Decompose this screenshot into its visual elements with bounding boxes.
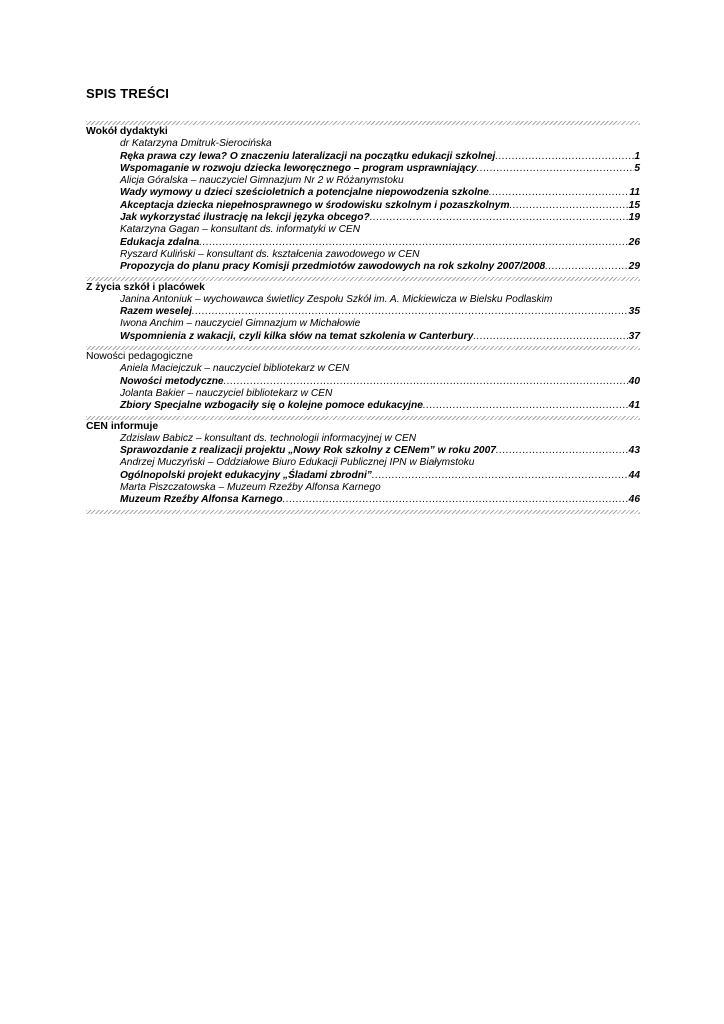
page-title: SPIS TREŚCI (86, 86, 170, 101)
entry-author: Alicja Góralska – nauczyciel Gimnazjum Nr 2 w Różanymstoku (120, 175, 404, 187)
entry-title: Razem weselej (120, 306, 192, 318)
toc-section (86, 350, 640, 415)
entry-page-number: 19 (628, 212, 640, 224)
toc-entry[interactable] (120, 331, 640, 343)
dot-leader (199, 237, 628, 249)
entry-page-number: 35 (628, 306, 640, 318)
dot-leader (224, 376, 629, 388)
entry-title: Wspomaganie w rozwoju dziecka leworęcznego – program usprawniający (120, 162, 477, 174)
entry-title: Jak wykorzystać ilustrację na lekcji języka obcego? (120, 212, 370, 224)
toc-entry[interactable] (120, 187, 640, 199)
dot-leader (496, 445, 629, 457)
entry-title: Muzeum Rzeźby Alfonsa Karnego (120, 494, 283, 506)
entry-author: Janina Antoniuk – wychowawca świetlicy Zespołu Szkół im. A. Mickiewicza w Bielsku Podlaskim (120, 293, 553, 305)
entry-page-number: 46 (628, 494, 640, 506)
dot-leader (489, 187, 630, 199)
entry-title: Nowości metodyczne (120, 375, 224, 387)
dot-leader (477, 163, 635, 175)
toc-section (86, 125, 640, 277)
entry-page-number: 43 (628, 445, 640, 457)
entry-author: Aniela Maciejczuk – nauczyciel bibliotekarz w CEN (120, 363, 350, 375)
toc-entry[interactable] (120, 237, 640, 249)
dot-leader (510, 200, 629, 212)
entry-page-number: 1 (634, 150, 640, 162)
section-heading: Nowości pedagogiczne (86, 351, 193, 363)
toc-entry[interactable] (120, 261, 640, 273)
toc-entry[interactable] (120, 445, 640, 457)
entry-title: Akceptacja dziecka niepełnosprawnego w środowisku szkolnym i pozaszkolnym (120, 199, 510, 211)
entry-author: Iwona Anchim – nauczyciel Gimnazjum w Michałowie (120, 318, 361, 330)
entry-title: Edukacja zdalna (120, 236, 200, 248)
toc-entry[interactable] (120, 212, 640, 224)
entry-author: Jolanta Bakier – nauczyciel bibliotekarz w CEN (120, 387, 333, 399)
entry-author: Ryszard Kuliński – konsultant ds. kształcenia zawodowego w CEN (120, 248, 420, 260)
entry-author: Zdzisław Babicz – konsultant ds. technologii informacyjnej w CEN (120, 432, 417, 444)
entry-page-number: 5 (634, 162, 640, 174)
entry-page-number: 26 (628, 236, 640, 248)
dot-leader (423, 400, 629, 412)
entry-title: Propozycja do planu pracy Komisji przedmiotów zawodowych na rok szkolny 2007/2008 (120, 261, 546, 273)
toc-entry[interactable] (120, 306, 640, 318)
toc-entry[interactable] (120, 200, 640, 212)
entry-author: Andrzej Muczyński – Oddziałowe Biuro Edukacji Publicznej IPN w Białymstoku (120, 457, 475, 469)
entry-page-number: 41 (628, 400, 640, 412)
dot-leader (192, 306, 629, 318)
entry-title: Wady wymowy u dzieci sześcioletnich a potencjalne niepowodzenia szkolne (120, 187, 489, 199)
entry-author: dr Katarzyna Dmitruk-Sierocińska (120, 138, 272, 150)
section-heading: Wokół dydaktyki (86, 126, 168, 137)
entry-title: Wspomnienia z wakacji, czyli kilka słów na temat szkolenia w Canterbury (120, 330, 474, 342)
toc-entry[interactable] (120, 400, 640, 412)
entry-page-number: 29 (628, 261, 640, 273)
dot-leader (473, 331, 628, 343)
toc-entry[interactable] (120, 470, 640, 482)
entry-title: Ręka prawa czy lewa? O znaczeniu lateralizacji na początku edukacji szkolnej (120, 150, 496, 162)
dot-leader (370, 212, 629, 224)
entry-author: Marta Piszczatowska – Muzeum Rzeźby Alfonsa Karnego (120, 482, 381, 494)
entry-page-number: 15 (628, 199, 640, 211)
section-heading: Z życia szkół i placówek (86, 281, 205, 293)
entry-author: Katarzyna Gagan – konsultant ds. informatyki w CEN (120, 224, 361, 236)
toc-entry[interactable] (120, 151, 640, 163)
entry-title: Sprawozdanie z realizacji projektu „Nowy Rok szkolny z CENem” w roku 2007 (120, 445, 496, 457)
dot-leader (283, 494, 629, 506)
entry-page-number: 44 (628, 469, 640, 481)
toc-sections (86, 121, 640, 514)
dot-leader (495, 151, 634, 163)
entry-page-number: 11 (629, 187, 640, 199)
toc-entry[interactable] (120, 376, 640, 388)
section-heading: CEN informuje (86, 420, 159, 432)
entry-title: Zbiory Specjalne wzbogaciły się o kolejne pomoce edukacyjne (120, 400, 423, 412)
entry-title: Ogólnopolski projekt edukacyjny „Śladami zbrodni” (120, 469, 372, 481)
dot-leader (372, 470, 629, 482)
toc-section (86, 420, 640, 510)
dot-leader (545, 261, 628, 273)
toc-entry[interactable] (120, 163, 640, 175)
entry-page-number: 40 (628, 375, 640, 387)
toc-entry[interactable] (120, 494, 640, 506)
section-divider (86, 510, 640, 514)
entry-page-number: 37 (628, 330, 640, 342)
toc-section (86, 281, 640, 346)
